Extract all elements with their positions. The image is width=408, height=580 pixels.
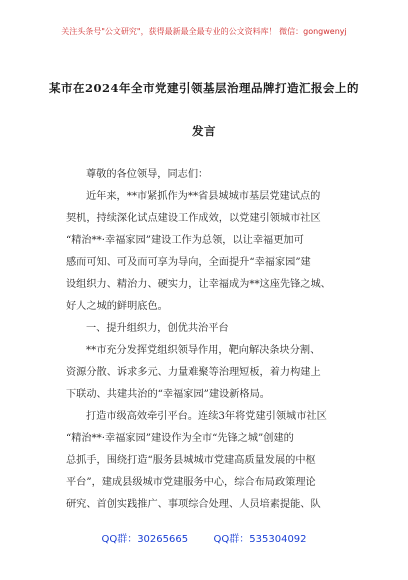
paragraph-line: 下联动、共建共治的“幸福家园”建设新格局。 — [66, 389, 270, 400]
paragraph-line: “精治**·幸福家园”建设工作为总领，以让幸福更加可 — [66, 235, 304, 246]
document-title-line-1: 某市在2024年全市党建引领基层治理品牌打造汇报会上的 — [48, 81, 359, 95]
paragraph-line: 好人之城的鲜明底色。 — [66, 301, 168, 312]
section-heading: 一、提升组织力，创优共治平台 — [86, 323, 229, 334]
paragraph-line: 近年来，**市紧抓作为**省县城城市基层党建试点的 — [86, 191, 321, 202]
salutation: 尊敬的各位领导，同志们： — [86, 169, 209, 180]
paragraph-line: 研究、首创实践推广、事项综合处理、人员培素提能、队 — [66, 499, 321, 510]
paragraph-line: **市充分发挥党组织领导作用，靶向解决条块分割、 — [86, 345, 321, 356]
document-title-line-2: 发言 — [192, 124, 216, 138]
paragraph-line: 契机，持续深化试点建设工作成效，以党建引领城市社区 — [66, 213, 321, 224]
paragraph-line: 资源分散、诉求多元、力量难聚等治理短板，着力构建上 — [66, 367, 321, 378]
paragraph-line: 设组织力、精治力、硬实力，让幸福成为**这座先锋之城、 — [66, 279, 331, 290]
paragraph-line: “精治**·幸福家园”建设作为全市“先锋之城”创建的 — [66, 433, 294, 444]
footer-qq-groups: QQ群：30265665 QQ群：535304092 — [101, 534, 307, 545]
paragraph-line: 感而可知、可及而可享为导向，全面提升“幸福家园”建 — [66, 257, 311, 268]
top-banner: 关注头条号"公文研究"，获得最新最全最专业的公文资料库！ 微信：gongwenyj — [61, 27, 347, 36]
paragraph-line: 总抓手，围绕打造“服务县城城市党建高质量发展的中枢 — [66, 455, 316, 466]
paragraph-line: 打造市级高效牵引平台。连续3年将党建引领城市社区 — [86, 411, 327, 422]
paragraph-line: 平台”，建成县级城市党建服务中心，综合布局政策理论 — [66, 477, 316, 488]
